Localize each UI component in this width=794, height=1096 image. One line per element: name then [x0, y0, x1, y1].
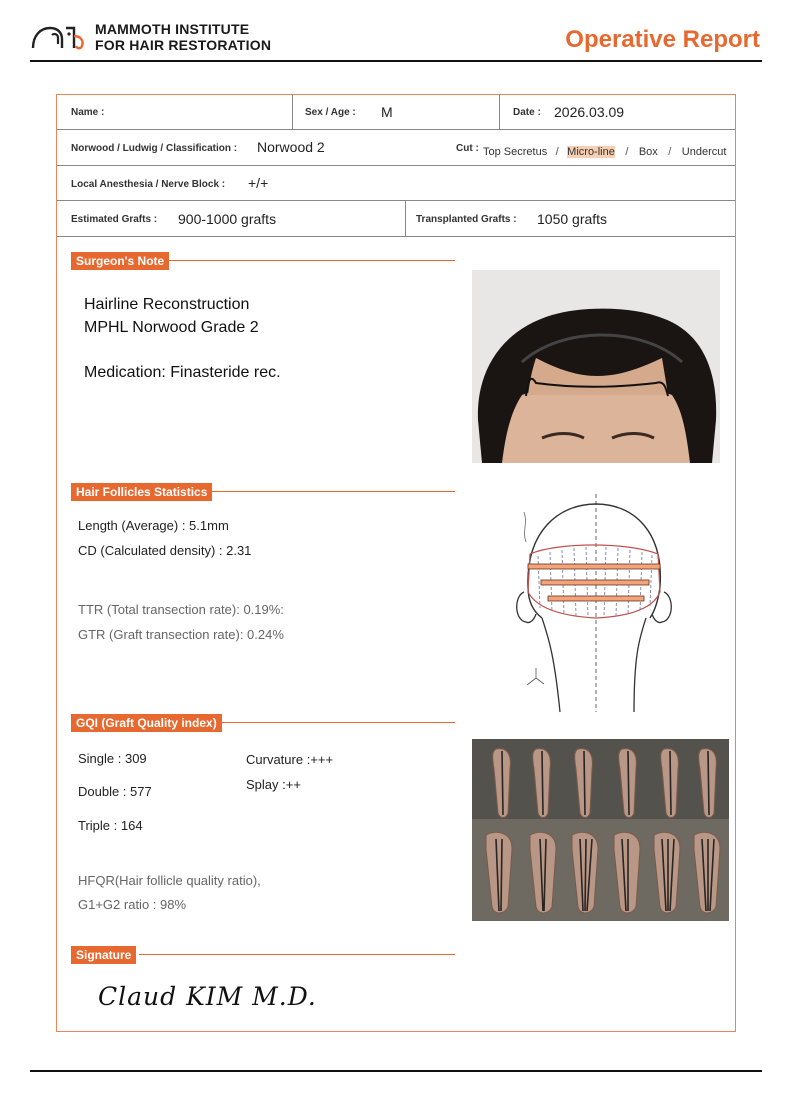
- sex-age-label: Sex / Age :: [305, 107, 356, 118]
- signature-heading: Signature: [71, 946, 136, 964]
- institute-name: [95, 21, 271, 53]
- row-divider: [57, 165, 735, 166]
- cut-separator: /: [668, 146, 672, 158]
- surgeons-note-body: [84, 293, 281, 384]
- cut-separator: /: [625, 146, 629, 158]
- anesthesia-value: +/+: [248, 175, 269, 191]
- hfqr-ratio: G1+G2 ratio : 98%: [78, 897, 187, 912]
- section-rule: [165, 260, 455, 261]
- row-divider: [57, 236, 735, 237]
- note-line: Hairline Reconstruction: [84, 296, 250, 313]
- cut-separator: /: [555, 146, 559, 158]
- estimated-grafts-value: 900-1000 grafts: [178, 211, 277, 227]
- gqi-heading: GQI (Graft Quality index): [71, 714, 222, 732]
- cut-options: [483, 142, 726, 160]
- name-label: Name :: [71, 107, 105, 118]
- row-divider: [57, 129, 735, 130]
- density-stat: CD (Calculated density) : 2.31: [78, 543, 252, 558]
- transplanted-grafts-value: 1050 grafts: [537, 211, 608, 227]
- ttr-stat: TTR (Total transection rate): 0.19%:: [78, 602, 284, 617]
- cut-option-top-secretus: Top Secretus: [483, 146, 548, 158]
- signature-text: Claud KIM M.D.: [98, 982, 317, 1011]
- footer-divider: [30, 1070, 762, 1072]
- column-divider: [499, 95, 500, 129]
- donor-area-diagram: [508, 492, 676, 714]
- section-rule: [210, 491, 455, 492]
- double-count: Double : 577: [78, 784, 152, 799]
- single-count: Single : 309: [78, 751, 147, 766]
- cut-option-micro-line: Micro-line: [567, 146, 615, 158]
- hairline-photo: [472, 270, 720, 463]
- note-line: MPHL Norwood Grade 2: [84, 319, 259, 336]
- report-title: Operative Report: [565, 26, 760, 53]
- note-line: Medication: Finasteride rec.: [84, 364, 281, 381]
- institute-name-line1: MAMMOTH INSTITUTE: [95, 21, 250, 37]
- transplanted-grafts-label: Transplanted Grafts :: [416, 214, 517, 225]
- column-divider: [405, 201, 406, 236]
- gtr-stat: GTR (Graft transection rate): 0.24%: [78, 627, 284, 642]
- splay-stat: Splay :++: [246, 777, 301, 792]
- classification-value: Norwood 2: [257, 139, 325, 155]
- row-divider: [57, 200, 735, 201]
- section-rule: [222, 722, 455, 723]
- header-divider: [30, 60, 762, 62]
- length-stat: Length (Average) : 5.1mm: [78, 518, 229, 533]
- curvature-stat: Curvature :+++: [246, 752, 334, 767]
- cut-label: Cut :: [456, 143, 479, 154]
- date-value: 2026.03.09: [554, 104, 625, 120]
- sex-age-value: M: [381, 104, 393, 120]
- section-rule: [139, 954, 455, 955]
- triple-count: Triple : 164: [78, 818, 143, 833]
- follicle-stats-heading: Hair Follicles Statistics: [71, 483, 212, 501]
- surgeons-note-heading: Surgeon's Note: [71, 252, 169, 270]
- grafts-photo: [472, 739, 729, 921]
- classification-label: Norwood / Ludwig / Classification :: [71, 143, 238, 154]
- elephant-logo-icon: [30, 22, 90, 50]
- hfqr-label: HFQR(Hair follicle quality ratio),: [78, 873, 261, 888]
- cut-option-box: Box: [638, 146, 658, 158]
- cut-option-undercut: Undercut: [681, 146, 727, 158]
- estimated-grafts-label: Estimated Grafts :: [71, 214, 158, 225]
- column-divider: [292, 95, 293, 129]
- institute-name-line2: FOR HAIR RESTORATION: [95, 37, 272, 53]
- anesthesia-label: Local Anesthesia / Nerve Block :: [71, 179, 226, 190]
- date-label: Date :: [513, 107, 541, 118]
